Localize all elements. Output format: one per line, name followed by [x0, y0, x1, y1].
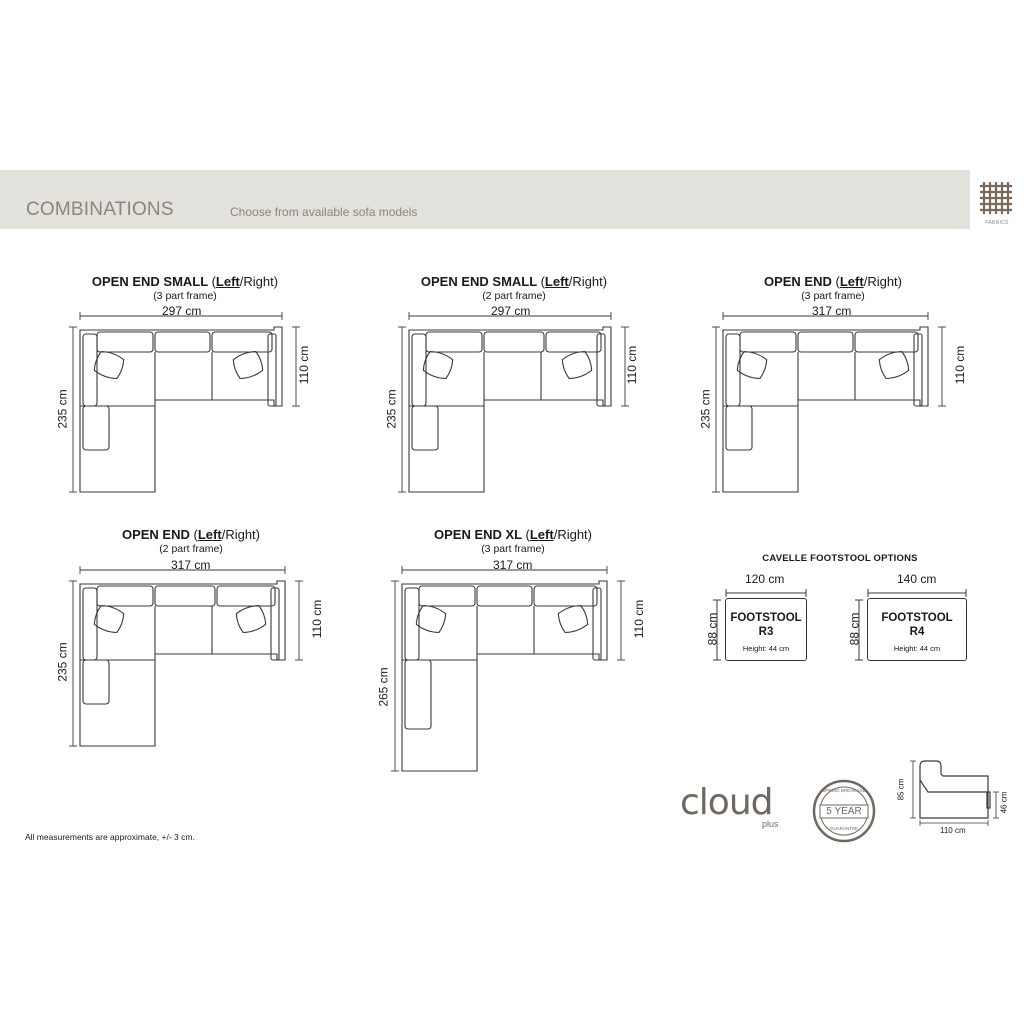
footstool-height: Height: 44 cm	[742, 644, 790, 653]
model-title: OPEN END SMALL (Left/Right)	[91, 274, 279, 289]
model-frame: (3 part frame)	[801, 290, 865, 302]
width-dim: 317 cm	[493, 558, 533, 572]
left-option: Left	[839, 274, 864, 289]
chaise-back-cushion	[726, 406, 752, 450]
corner-back	[412, 334, 426, 406]
right-option: Right	[225, 527, 256, 542]
footstool-name: FOOTSTOOL	[730, 612, 802, 624]
back-cushion	[534, 586, 597, 606]
profile-depth-dim: 110 cm	[940, 826, 966, 835]
throw-pillow	[231, 349, 265, 381]
width-dim: 297 cm	[491, 304, 531, 318]
page-title: COMBINATIONS	[26, 199, 174, 220]
footstool-code: R4	[909, 626, 925, 638]
corner-back	[83, 588, 97, 660]
back-cushion	[217, 586, 275, 606]
chaise-back-cushion	[405, 660, 431, 729]
chaise-back-cushion	[412, 406, 438, 450]
throw-pillow	[877, 349, 911, 381]
length-dim: 235 cm	[55, 389, 70, 429]
footstool-r4	[867, 598, 967, 661]
left-option: Left	[544, 274, 569, 289]
footstool-width-line	[866, 588, 968, 598]
footstool-width-dim: 120 cm	[745, 572, 785, 586]
footstool-depth-line	[854, 598, 864, 662]
footstool-r3	[725, 598, 807, 661]
corner-back	[405, 588, 419, 660]
footstool-name: FOOTSTOOL	[881, 612, 953, 624]
back-cushion	[426, 332, 482, 352]
back-cushion	[212, 332, 272, 352]
footstool-code: R3	[758, 626, 774, 638]
throw-pillow	[560, 349, 594, 381]
chaise-back-cushion	[83, 660, 109, 704]
guarantee-top: SPRING BREAKAGE	[822, 788, 866, 793]
width-dim: 297 cm	[162, 304, 202, 318]
model-title: OPEN END (Left/Right)	[763, 274, 903, 289]
back-cushion	[97, 332, 153, 352]
footstool-width-dim: 140 cm	[897, 572, 937, 586]
back-cushion	[155, 586, 215, 606]
profile-seat-dim: 46 cm	[999, 791, 1009, 814]
sofa-diagram	[404, 322, 640, 512]
sofa-diagram	[75, 576, 311, 766]
sofa-outline	[402, 581, 607, 771]
back-cushion	[155, 332, 210, 352]
measurement-note: All measurements are approximate, +/- 3 cm.	[25, 832, 195, 842]
throw-pillow	[234, 603, 268, 635]
depth-dim: 110 cm	[625, 345, 640, 385]
footstool-width-line	[724, 588, 808, 598]
width-dim: 317 cm	[812, 304, 852, 318]
model-frame: (3 part frame)	[153, 290, 217, 302]
depth-dim: 110 cm	[310, 599, 325, 639]
depth-dim: 110 cm	[297, 345, 312, 385]
sofa-diagram	[718, 322, 954, 512]
model-frame: (2 part frame)	[482, 290, 546, 302]
cloud-logo-sub: plus	[762, 819, 779, 829]
length-dim: 265 cm	[376, 667, 391, 707]
length-dim: 235 cm	[698, 389, 713, 429]
guarantee-bottom: GUARANTEE	[829, 826, 858, 831]
right-option: Right	[867, 274, 898, 289]
length-dim: 235 cm	[55, 642, 70, 682]
back-cushion	[798, 332, 853, 352]
cloud-logo	[680, 782, 790, 832]
model-title: OPEN END (Left/Right)	[121, 527, 261, 542]
cloud-logo-text: cloud	[680, 782, 773, 823]
corner-back	[83, 334, 97, 406]
right-option: Right	[572, 274, 603, 289]
depth-dim: 110 cm	[632, 599, 647, 639]
footstool-height: Height: 44 cm	[893, 644, 941, 653]
model-name: OPEN END SMALL	[91, 274, 208, 289]
page-subtitle: Choose from available sofa models	[230, 205, 418, 219]
back-cushion	[740, 332, 796, 352]
length-dim: 235 cm	[384, 389, 399, 429]
left-option: Left	[197, 527, 222, 542]
footstool-depth-dim: 88 cm	[847, 612, 862, 646]
footstool-depth-line	[712, 598, 722, 662]
model-frame: (3 part frame)	[481, 543, 545, 555]
footstool-title: CAVELLE FOOTSTOOL OPTIONS	[762, 553, 918, 564]
chaise-back-cushion	[83, 406, 109, 450]
fabrics-tab-label[interactable]: FABRICS	[985, 220, 1009, 226]
sofa-diagram	[75, 322, 308, 512]
model-name: OPEN END XL	[433, 527, 522, 542]
model-title: OPEN END XL (Left/Right)	[433, 527, 593, 542]
left-option: Left	[215, 274, 240, 289]
width-dim: 317 cm	[171, 558, 211, 572]
corner-back	[726, 334, 740, 406]
model-name: OPEN END	[121, 527, 190, 542]
model-name: OPEN END SMALL	[420, 274, 537, 289]
depth-dim: 110 cm	[953, 345, 968, 385]
sofa-profile-diagram	[908, 756, 1008, 826]
guarantee-main: 5 YEAR	[826, 806, 862, 817]
back-cushion	[419, 586, 475, 606]
right-option: Right	[243, 274, 274, 289]
left-option: Left	[529, 527, 554, 542]
back-cushion	[855, 332, 918, 352]
model-frame: (2 part frame)	[159, 543, 223, 555]
model-title: OPEN END SMALL (Left/Right)	[420, 274, 608, 289]
sofa-diagram	[397, 576, 633, 791]
back-cushion	[97, 586, 153, 606]
back-cushion	[477, 586, 532, 606]
back-cushion	[546, 332, 601, 352]
profile-height-dim: 85 cm	[896, 778, 906, 801]
footstool-depth-dim: 88 cm	[705, 612, 720, 646]
back-cushion	[484, 332, 544, 352]
model-name: OPEN END	[763, 274, 832, 289]
throw-pillow	[556, 603, 590, 635]
right-option: Right	[557, 527, 588, 542]
